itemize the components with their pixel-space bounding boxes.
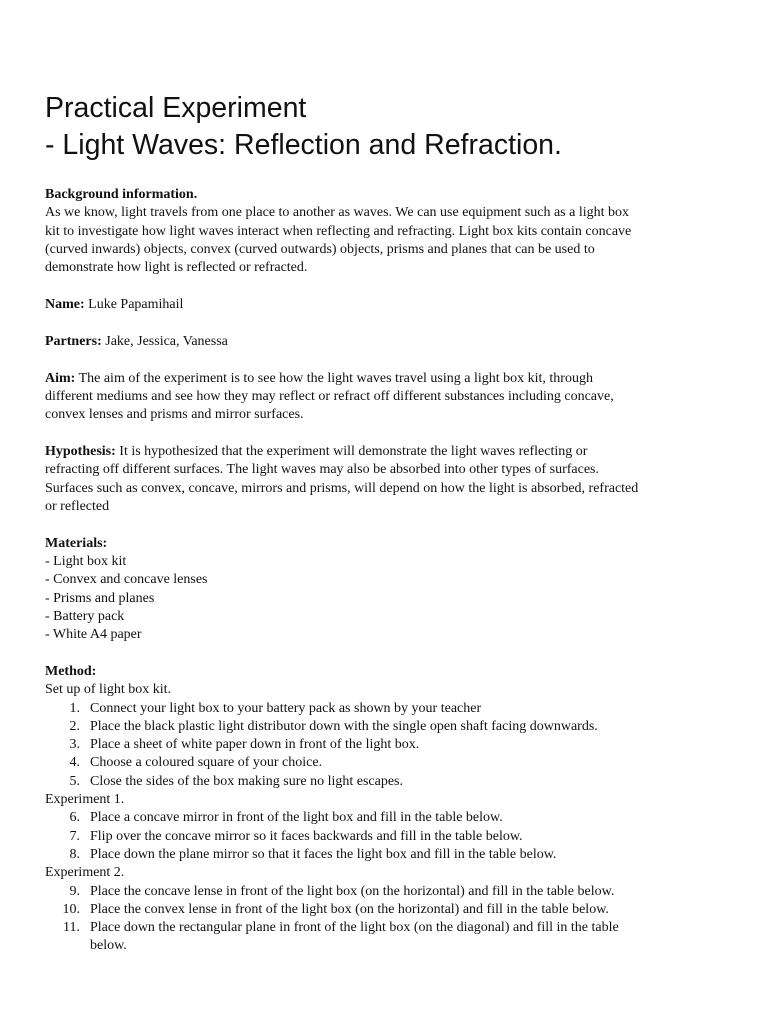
hypothesis-section: [45, 443, 735, 516]
step-text: Place down the rectangular plane in front of the light box (on the diagonal) and fill in the table: [90, 920, 619, 936]
step-number: 8.: [69, 846, 80, 862]
step-text: Close the sides of the box making sure no light escapes.: [90, 773, 403, 789]
hypothesis-line: It is hypothesized that the experiment will demonstrate the light waves reflecting or: [119, 443, 588, 459]
step-number: 9.: [69, 883, 80, 899]
step-text: Choose a coloured square of your choice.: [90, 755, 323, 771]
aim-line: convex lenses and prisms and mirror surfaces.: [45, 407, 304, 423]
method-step: [45, 736, 735, 754]
materials-item: - Convex and concave lenses: [45, 572, 208, 588]
step-text: Place the convex lense in front of the light box (on the horizontal) and fill in the table below.: [90, 901, 609, 917]
step-number: 2.: [69, 718, 80, 734]
materials-heading: Materials:: [45, 535, 108, 551]
aim-section: [45, 370, 735, 425]
materials-item: - Light box kit: [45, 553, 127, 569]
name-value: Luke Papamihail: [88, 296, 184, 312]
title-line-1: Practical Experiment: [45, 92, 307, 124]
step-text-continued: below.: [90, 938, 127, 954]
step-number: 4.: [69, 755, 80, 771]
step-text: Place down the plane mirror so that it faces the light box and fill in the table below.: [90, 846, 557, 862]
setup-label: Set up of light box kit.: [45, 682, 171, 698]
method-step: [45, 901, 735, 919]
method-section: [45, 663, 735, 956]
materials-item: - Battery pack: [45, 608, 125, 624]
method-step: [45, 773, 735, 791]
background-line: demonstrate how light is reflected or refracted.: [45, 260, 308, 276]
document-page: [45, 90, 735, 974]
background-heading: Background information.: [45, 187, 198, 202]
background-line: As we know, light travels from one place to another as waves. We can use equipment such as a light box: [45, 205, 629, 221]
background-line: kit to investigate how light waves interact when reflecting and refracting. Light box kits contain concave: [45, 223, 632, 239]
experiment-1-steps-list: [45, 809, 735, 864]
hypothesis-label: Hypothesis:: [45, 443, 116, 459]
step-number: 1.: [69, 700, 80, 716]
method-step: [45, 809, 735, 827]
materials-item: - Prisms and planes: [45, 590, 155, 606]
step-text: Place a concave mirror in front of the light box and fill in the table below.: [90, 810, 503, 826]
experiment-1-label: Experiment 1.: [45, 792, 125, 808]
method-step: [45, 883, 735, 901]
name-label: Name:: [45, 296, 85, 312]
method-step: [45, 846, 735, 864]
step-text: Place a sheet of white paper down in front of the light box.: [90, 737, 420, 753]
method-step: [45, 718, 735, 736]
partners-value: Jake, Jessica, Vanessa: [105, 333, 228, 349]
step-number: 11.: [63, 920, 80, 936]
hypothesis-line: Surfaces such as convex, concave, mirrors and prisms, will depend on how the light is absorbed, refracted: [45, 480, 639, 496]
materials-item: - White A4 paper: [45, 627, 142, 643]
method-heading: Method:: [45, 663, 97, 679]
materials-section: [45, 535, 735, 645]
hypothesis-line: refracting off different surfaces. The light waves may also be absorbed into other types of surfaces.: [45, 462, 599, 478]
title-line-2: - Light Waves: Reflection and Refraction.: [45, 129, 562, 161]
setup-steps-list: [45, 700, 735, 791]
page-title: [45, 90, 735, 164]
background-section: [45, 186, 735, 277]
hypothesis-line: or reflected: [45, 498, 110, 514]
aim-line: The aim of the experiment is to see how the light waves travel using a light box kit, through: [78, 370, 593, 386]
experiment-2-steps-list: [45, 883, 735, 956]
method-step: [45, 828, 735, 846]
step-number: 7.: [69, 828, 80, 844]
step-text: Place the black plastic light distributor down with the single open shaft facing downwards.: [90, 718, 598, 734]
aim-label: Aim:: [45, 370, 76, 386]
method-step: [45, 919, 735, 956]
partners-section: [45, 333, 735, 351]
partners-label: Partners:: [45, 333, 102, 349]
step-text: Connect your light box to your battery pack as shown by your teacher: [90, 700, 482, 716]
step-text: Place the concave lense in front of the light box (on the horizontal) and fill in the table below.: [90, 883, 615, 899]
step-text: Flip over the concave mirror so it faces backwards and fill in the table below.: [90, 828, 523, 844]
aim-line: different mediums and see how they may reflect or refract off different substances including concave,: [45, 388, 614, 404]
experiment-2-label: Experiment 2.: [45, 865, 125, 881]
step-number: 6.: [69, 810, 80, 826]
step-number: 10.: [62, 901, 80, 917]
method-step: [45, 700, 735, 718]
step-number: 3.: [69, 737, 80, 753]
name-section: [45, 296, 735, 314]
method-step: [45, 754, 735, 772]
step-number: 5.: [69, 773, 80, 789]
background-line: (curved inwards) objects, convex (curved outwards) objects, prisms and planes that can be used to: [45, 241, 595, 257]
